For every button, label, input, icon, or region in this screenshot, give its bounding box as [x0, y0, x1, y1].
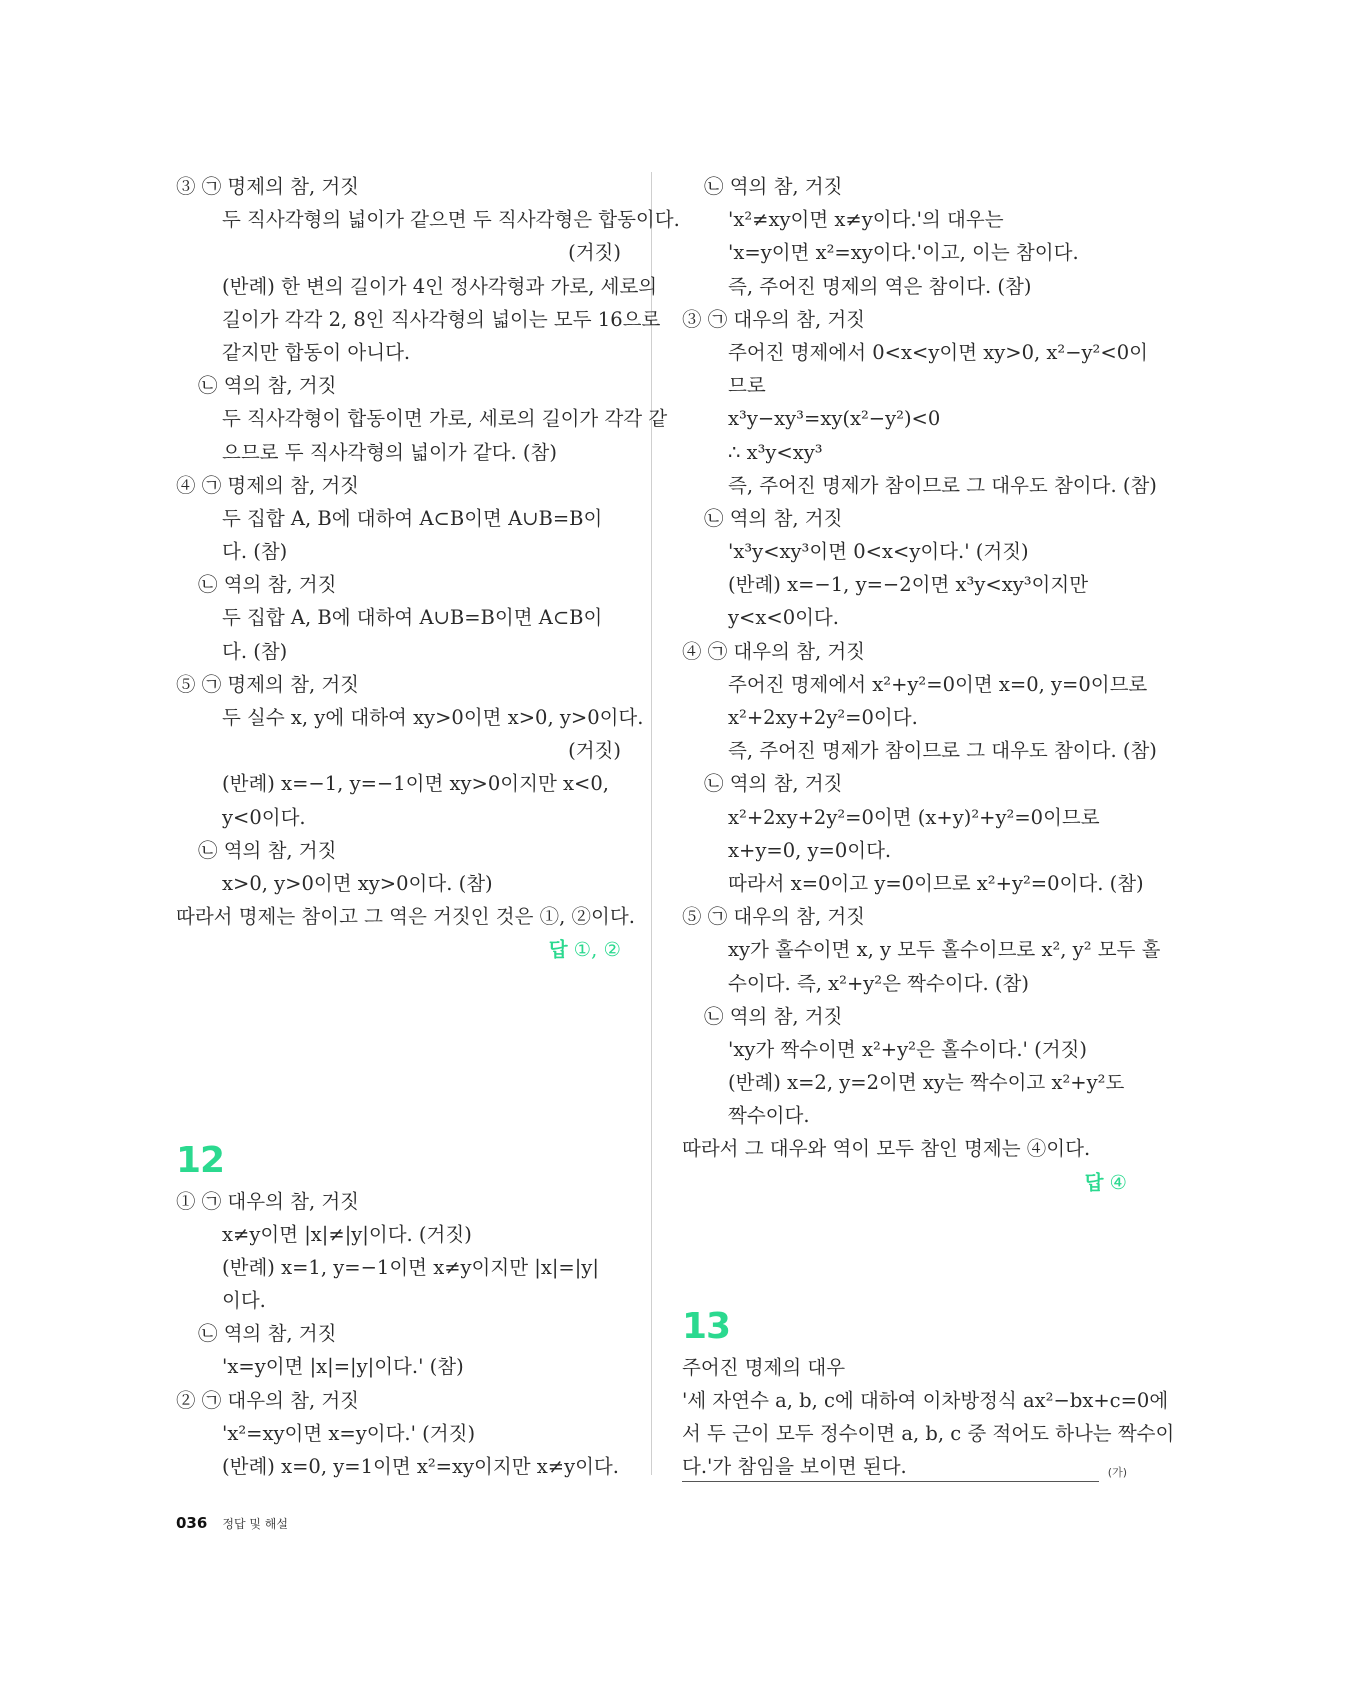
spacer: [176, 967, 621, 1121]
section-label: 정답 및 해설: [222, 1517, 288, 1531]
text-line: 두 집합 A, B에 대하여 A⊂B이면 A∪B=B이: [222, 506, 603, 530]
item-heading: ④ ㉠ 대우의 참, 거짓: [682, 639, 866, 663]
text-line: 수이다. 즉, x²+y²은 짝수이다. (참): [728, 971, 1029, 995]
text-line: x²+2xy+2y²=0이다.: [728, 706, 918, 729]
text-line: 므로: [728, 374, 766, 398]
text-line: 다. (참): [222, 540, 288, 564]
text-line: '세 자연수 a, b, c에 대하여 이차방정식 ax²−bx+c=0에: [682, 1389, 1169, 1412]
text-line: 즉, 주어진 명제가 참이므로 그 대우도 참이다. (참): [728, 473, 1157, 497]
item-heading: ③ ㉠ 대우의 참, 거짓: [682, 307, 866, 331]
sub-heading: ㉡ 역의 참, 거짓: [198, 1322, 337, 1346]
text-line: 'x=y이면 x²=xy이다.'이고, 이는 참이다.: [728, 241, 1079, 265]
text-line: 같지만 합동이 아니다.: [222, 340, 411, 364]
text-line: x+y=0, y=0이다.: [728, 838, 892, 862]
text-line: 즉, 주어진 명제의 역은 참이다. (참): [728, 274, 1032, 298]
text-line: x>0, y>0이면 xy>0이다. (참): [222, 871, 493, 895]
page-number: 036: [176, 1514, 208, 1532]
text-line: 두 집합 A, B에 대하여 A∪B=B이면 A⊂B이: [222, 606, 603, 630]
item-heading: ① ㉠ 대우의 참, 거짓: [176, 1189, 360, 1213]
text-line: 'x=y이면 |x|=|y|이다.' (참): [222, 1355, 464, 1379]
left-column: [176, 170, 680, 1483]
item-heading: ④ ㉠ 명제의 참, 거짓: [176, 473, 360, 497]
text-line: 주어진 명제에서 x²+y²=0이면 x=0, y=0이므로: [728, 672, 1148, 696]
text-line: 주어진 명제의 대우: [682, 1355, 846, 1379]
text-line: 'x²=xy이면 x=y이다.' (거짓): [222, 1421, 476, 1445]
text-line: 다.'가 참임을 보이면 된다.: [682, 1455, 907, 1479]
text-line: 'xy가 짝수이면 x²+y²은 홀수이다.' (거짓): [728, 1037, 1087, 1061]
text-line: ∴ x³y<xy³: [728, 440, 823, 464]
underline-rule: [682, 1481, 1099, 1482]
answer-value: ①, ②: [573, 938, 621, 962]
page-footer: [176, 1513, 288, 1532]
text-line: (반례) x=−1, y=−2이면 x³y<xy³이지만: [728, 573, 1089, 597]
sub-heading: ㉡ 역의 참, 거짓: [704, 1004, 843, 1028]
text-line: x²+2xy+2y²=0이면 (x+y)²+y²=0이므로: [728, 805, 1100, 829]
spacer: [682, 1199, 1127, 1287]
text-line: (반례) x=−1, y=−1이면 xy>0이지만 x<0,: [222, 772, 609, 796]
text-line: 이다.: [222, 1289, 266, 1313]
text-line: xy가 홀수이면 x, y 모두 홀수이므로 x², y² 모두 홀: [728, 938, 1161, 962]
text-line: 다. (참): [222, 639, 288, 663]
answer-label: 답: [1084, 1170, 1104, 1194]
text-line: 주어진 명제에서 0<x<y이면 xy>0, x²−y²<0이: [728, 340, 1148, 364]
sub-heading: ㉡ 역의 참, 거짓: [704, 175, 843, 198]
text-line: 으므로 두 직사각형의 넓이가 같다. (참): [222, 440, 557, 464]
verdict-label: (거짓): [568, 739, 621, 763]
answer-value: ④: [1109, 1170, 1127, 1194]
text-line: (반례) x=1, y=−1이면 x≠y이지만 |x|=|y|: [222, 1255, 599, 1279]
answer-12: [682, 1166, 1127, 1199]
answer-label: 답: [548, 938, 568, 962]
marker-ga: (가): [1107, 1466, 1127, 1480]
text-line: 두 직사각형의 넓이가 같으면 두 직사각형은 합동이다.: [222, 208, 680, 232]
sub-heading: ㉡ 역의 참, 거짓: [704, 506, 843, 530]
text-line: 'x³y<xy³이면 0<x<y이다.' (거짓): [728, 540, 1029, 564]
text-line: 서 두 근이 모두 정수이면 a, b, c 중 적어도 하나는 짝수이: [682, 1422, 1175, 1446]
text-line: 두 직사각형이 합동이면 가로, 세로의 길이가 각각 같: [222, 407, 668, 431]
conclusion-line: 따라서 그 대우와 역이 모두 참인 명제는 ④이다.: [682, 1137, 1091, 1161]
problem-number-12: 12: [176, 1139, 225, 1181]
text-line: y<x<0이다.: [728, 606, 839, 630]
text-line: y<0이다.: [222, 805, 306, 829]
text-line: x³y−xy³=xy(x²−y²)<0: [728, 407, 941, 431]
item-heading: ③ ㉠ 명제의 참, 거짓: [176, 175, 360, 198]
text-line: 즉, 주어진 명제가 참이므로 그 대우도 참이다. (참): [728, 739, 1157, 763]
text-line: 짝수이다.: [728, 1104, 810, 1128]
text-line: (반례) 한 변의 길이가 4인 정사각형과 가로, 세로의: [222, 274, 658, 298]
text-line: 따라서 x=0이고 y=0이므로 x²+y²=0이다. (참): [728, 871, 1144, 895]
sub-heading: ㉡ 역의 참, 거짓: [198, 573, 337, 597]
conclusion-line: 따라서 명제는 참이고 그 역은 거짓인 것은 ①, ②이다.: [176, 905, 635, 929]
verdict-label: (거짓): [568, 241, 621, 265]
item-heading: ② ㉠ 대우의 참, 거짓: [176, 1388, 360, 1412]
sub-heading: ㉡ 역의 참, 거짓: [704, 772, 843, 796]
text-line: 두 실수 x, y에 대하여 xy>0이면 x>0, y>0이다.: [222, 706, 644, 729]
text-line: (반례) x=2, y=2이면 xy는 짝수이고 x²+y²도: [728, 1071, 1125, 1095]
text-line: (반례) x=0, y=1이면 x²=xy이지만 x≠y이다.: [222, 1455, 619, 1478]
item-heading: ⑤ ㉠ 대우의 참, 거짓: [682, 905, 866, 929]
column-divider: [651, 172, 652, 1475]
text-line: x≠y이면 |x|≠|y|이다. (거짓): [222, 1222, 472, 1246]
text-line: 길이가 각각 2, 8인 직사각형의 넓이는 모두 16으로: [222, 307, 661, 331]
problem-number-13: 13: [682, 1305, 731, 1347]
underlined-line: [682, 1450, 1127, 1483]
sub-heading: ㉡ 역의 참, 거짓: [198, 374, 337, 398]
text-line: 'x²≠xy이면 x≠y이다.'의 대우는: [728, 208, 1004, 232]
answer-11: [176, 933, 621, 966]
sub-heading: ㉡ 역의 참, 거짓: [198, 838, 337, 862]
right-column: [682, 170, 1175, 1484]
item-heading: ⑤ ㉠ 명제의 참, 거짓: [176, 672, 360, 696]
